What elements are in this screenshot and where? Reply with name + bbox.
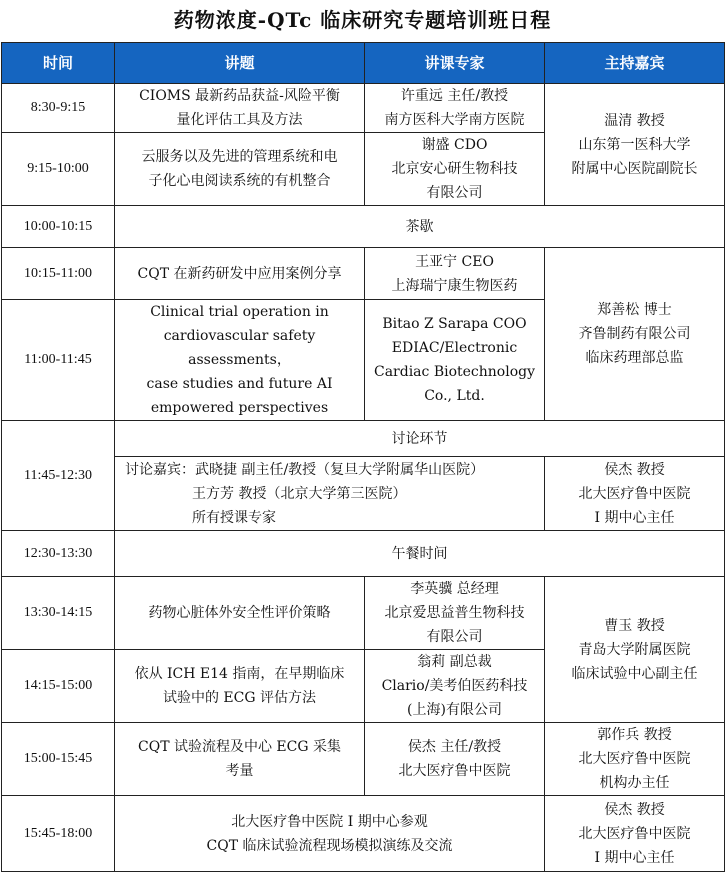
header-speaker: 讲课专家 <box>365 43 545 84</box>
speaker-cell <box>365 650 545 723</box>
topic-cell <box>115 133 365 206</box>
topic-cell <box>115 723 365 796</box>
time-cell: 11:00-11:45 <box>2 300 115 421</box>
host-line: 青岛大学附属医院 <box>578 641 691 658</box>
speaker-line: 李英骥 总经理 <box>410 581 499 597</box>
host-line: I 期中心主任 <box>594 509 675 526</box>
guest-line: 讨论嘉宾：武晓捷 副主任/教授（复旦大学附属华山医院） <box>125 461 485 478</box>
host-line: 机构办主任 <box>599 775 670 791</box>
speaker-cell <box>365 723 545 796</box>
host-line: 侯杰 教授 <box>604 461 665 478</box>
topic-line: CQT 试验流程及中心 ECG 采集 <box>138 739 341 755</box>
speaker-line: 谢盛 CDO <box>421 137 488 153</box>
table-row <box>2 796 725 872</box>
host-line: 齐鲁制药有限公司 <box>578 326 691 342</box>
host-line: 北大医疗鲁中医院 <box>578 485 691 502</box>
topic-cell <box>115 300 365 421</box>
topic-line: 试验中的 ECG 评估方法 <box>162 690 316 706</box>
host-line: 郑善松 博士 <box>597 302 672 318</box>
table-row-lunch <box>2 531 725 577</box>
topic-cell <box>115 577 365 650</box>
speaker-cell <box>365 577 545 650</box>
speaker-line: 北大医疗鲁中医院 <box>398 763 511 779</box>
time-cell: 11:45-12:30 <box>2 421 115 531</box>
speaker-line: 北京安心研生物科技 <box>391 161 518 177</box>
host-line: 郭作兵 教授 <box>597 727 672 743</box>
host-cell <box>545 248 725 421</box>
topic-line: CIOMS 最新药品获益-风险平衡 <box>139 88 340 104</box>
host-line: 北大医疗鲁中医院 <box>578 825 691 842</box>
guest-line: 王方芳 教授（北京大学第三医院） <box>192 485 407 502</box>
topic-line: empowered perspectives <box>150 400 329 416</box>
topic-line: 量化评估工具及方法 <box>176 112 303 128</box>
topic-line: CQT 在新药研发中应用案例分享 <box>137 265 342 282</box>
break-label: 茶歇 <box>115 206 725 248</box>
host-line: 曹玉 教授 <box>604 617 665 634</box>
speaker-line: Bitao Z Sarapa COO <box>382 316 527 332</box>
speaker-line: EDIAC/Electronic <box>391 340 518 356</box>
topic-line: 依从 ICH E14 指南，在早期临床 <box>134 666 345 682</box>
host-line: 温清 教授 <box>604 112 665 129</box>
host-line: 侯杰 教授 <box>604 801 665 818</box>
discussion-label: 讨论环节 <box>115 421 725 457</box>
speaker-line: 侯杰 主任/教授 <box>407 739 502 755</box>
topic-line: 云服务以及先进的管理系统和电 <box>141 149 338 165</box>
host-cell <box>545 723 725 796</box>
topic-cell <box>115 796 545 872</box>
topic-cell <box>115 650 365 723</box>
speaker-cell <box>365 248 545 300</box>
speaker-line: 翁莉 副总裁 <box>417 654 492 670</box>
speaker-line: 北京爱思益普生物科技 <box>384 605 525 621</box>
table-row <box>2 84 725 133</box>
host-line: 临床药理部总监 <box>585 350 684 366</box>
speaker-cell <box>365 133 545 206</box>
topic-line: CQT 临床试验流程现场模拟演练及交流 <box>206 837 453 854</box>
topic-cell <box>115 84 365 133</box>
topic-line: 考量 <box>225 763 254 779</box>
lunch-label: 午餐时间 <box>115 531 725 577</box>
speaker-line: 有限公司 <box>426 185 483 201</box>
speaker-line: Clario/美考伯医药科技 <box>381 678 528 694</box>
host-line: I 期中心主任 <box>594 849 675 866</box>
table-row-discussion <box>2 421 725 457</box>
table-row <box>2 723 725 796</box>
time-cell: 14:15-15:00 <box>2 650 115 723</box>
speaker-line: 南方医科大学南方医院 <box>384 112 525 128</box>
topic-line: 北大医疗鲁中医院 I 期中心参观 <box>231 813 428 830</box>
time-cell: 8:30-9:15 <box>2 84 115 133</box>
speaker-line: 上海瑞宁康生物医药 <box>391 277 518 294</box>
host-cell <box>545 457 725 531</box>
header-topic: 讲题 <box>115 43 365 84</box>
table-row <box>2 248 725 300</box>
speaker-cell <box>365 84 545 133</box>
host-line: 山东第一医科大学 <box>578 136 691 153</box>
topic-line: case studies and future AI <box>146 376 333 392</box>
topic-cell <box>115 248 365 300</box>
table-row <box>2 577 725 650</box>
header-time: 时间 <box>2 43 115 84</box>
discussion-guests <box>115 457 545 531</box>
speaker-line: Cardiac Biotechnology <box>373 364 535 380</box>
page-title: 药物浓度-QTc 临床研究专题培训班日程 <box>173 8 552 32</box>
topic-line: cardiovascular safety assessments， <box>163 328 316 368</box>
header-host: 主持嘉宾 <box>545 43 725 84</box>
topic-line: 子化心电阅读系统的有机整合 <box>148 173 331 189</box>
host-line: 临床试验中心副主任 <box>571 665 698 682</box>
time-cell: 9:15-10:00 <box>2 133 115 206</box>
host-line: 附属中心医院副院长 <box>571 160 698 177</box>
speaker-line: 王亚宁 CEO <box>415 253 494 270</box>
host-line: 北大医疗鲁中医院 <box>578 751 691 767</box>
speaker-line: 许重远 主任/教授 <box>400 88 509 104</box>
time-cell: 10:00-10:15 <box>2 206 115 248</box>
topic-line: Clinical trial operation in <box>150 304 329 320</box>
time-cell: 15:00-15:45 <box>2 723 115 796</box>
guest-line: 所有授课专家 <box>192 509 276 526</box>
speaker-line: 有限公司 <box>426 629 483 645</box>
host-cell <box>545 577 725 723</box>
host-cell <box>545 84 725 206</box>
table-row-break <box>2 206 725 248</box>
topic-line: 药物心脏体外安全性评价策略 <box>148 605 331 621</box>
time-cell: 15:45-18:00 <box>2 796 115 872</box>
speaker-line: Co., Ltd. <box>424 388 485 404</box>
header-row <box>2 43 725 84</box>
speaker-cell <box>365 300 545 421</box>
time-cell: 12:30-13:30 <box>2 531 115 577</box>
time-cell: 13:30-14:15 <box>2 577 115 650</box>
host-cell <box>545 796 725 872</box>
schedule-table <box>1 42 725 872</box>
speaker-line: (上海)有限公司 <box>407 702 502 718</box>
time-cell: 10:15-11:00 <box>2 248 115 300</box>
